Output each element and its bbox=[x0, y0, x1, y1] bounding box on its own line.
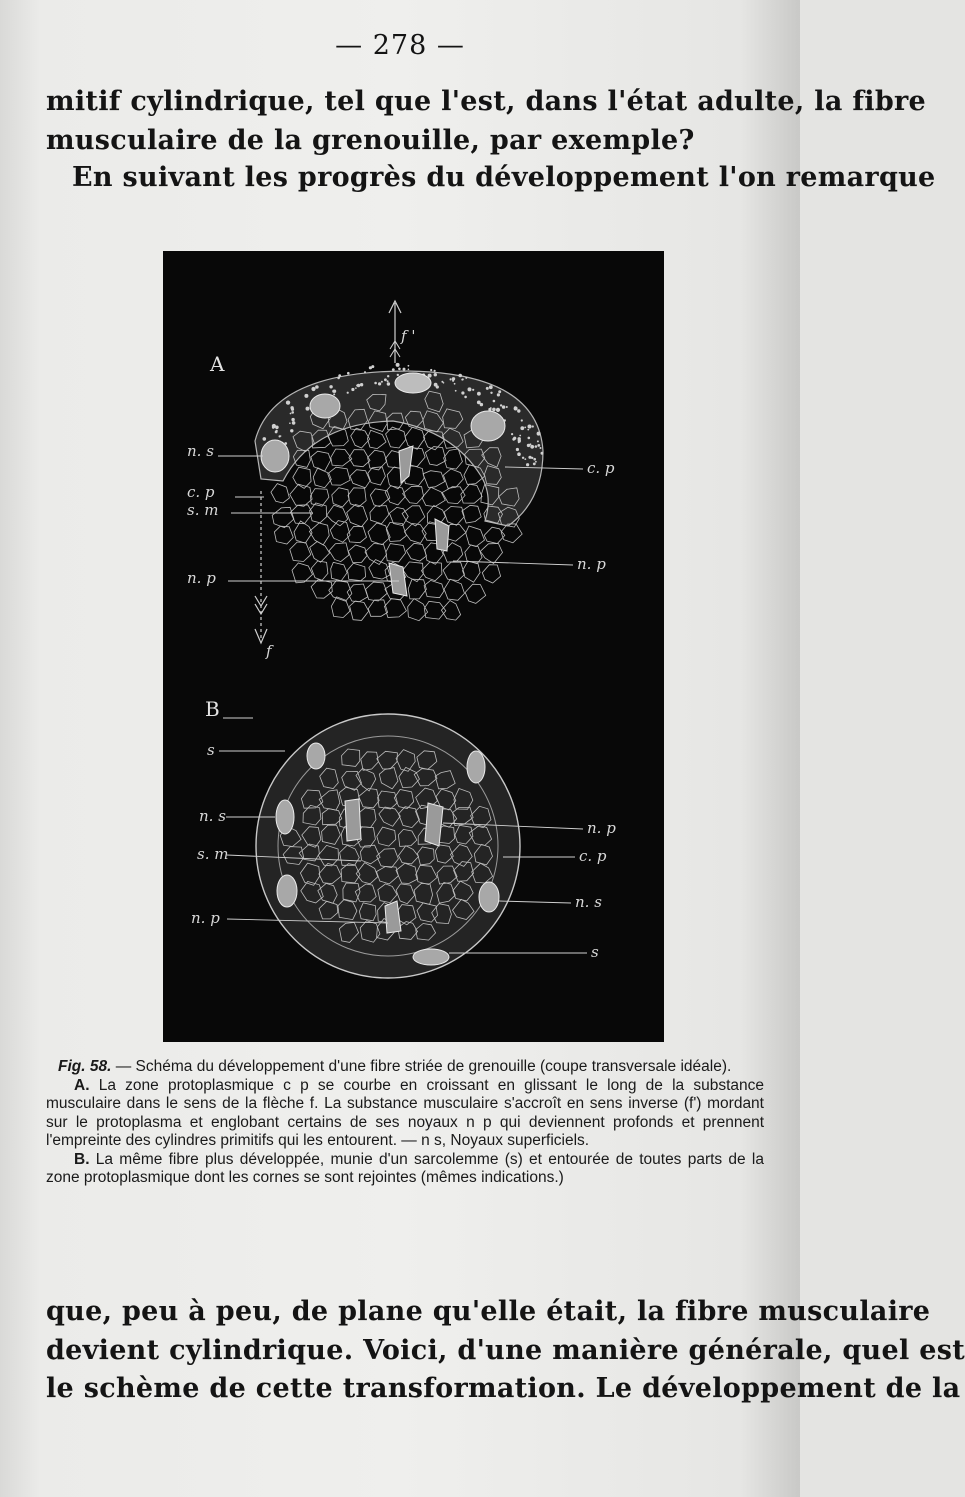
body-text-line: le schème de cette transformation. Le développement de la bbox=[46, 1373, 961, 1404]
superficial-nucleus bbox=[467, 751, 485, 783]
granule-dot bbox=[347, 372, 350, 375]
granule-dot bbox=[364, 371, 366, 373]
granule-dot bbox=[408, 365, 410, 367]
granule-dot bbox=[493, 400, 496, 403]
fibril-cell bbox=[331, 562, 347, 581]
superficial-nucleus bbox=[479, 882, 499, 912]
granule-dot bbox=[347, 392, 349, 394]
granule-dot bbox=[275, 426, 279, 430]
granule-dot bbox=[329, 385, 332, 388]
granule-dot bbox=[290, 406, 293, 409]
fibril-cell bbox=[386, 427, 406, 448]
arrow-up-label: f ' bbox=[401, 327, 416, 345]
granule-dot bbox=[533, 463, 536, 466]
fibril-cell bbox=[332, 488, 349, 507]
fibril-cell bbox=[290, 542, 311, 562]
granule-dot bbox=[468, 387, 472, 391]
fibril-cell bbox=[350, 470, 370, 488]
fibril-cell bbox=[330, 521, 350, 543]
fibril-cell bbox=[290, 484, 312, 506]
granule-dot bbox=[381, 381, 383, 383]
granule-dot bbox=[355, 387, 357, 389]
fibril-cell bbox=[349, 450, 370, 467]
granule-dot bbox=[537, 440, 539, 442]
fibril-cell bbox=[329, 543, 349, 562]
fibril-cell bbox=[422, 487, 445, 506]
fibril-cell bbox=[480, 544, 502, 564]
fibril-cell bbox=[350, 601, 369, 620]
granule-dot bbox=[527, 429, 529, 431]
granule-dot bbox=[378, 382, 381, 385]
granule-dot bbox=[506, 406, 508, 408]
granule-dot bbox=[403, 368, 406, 371]
caption-part-b bbox=[46, 1151, 764, 1188]
fibril-cell bbox=[331, 597, 350, 618]
granule-dot bbox=[521, 419, 523, 421]
granule-dot bbox=[306, 407, 310, 411]
fibril-cell bbox=[386, 544, 406, 562]
granule-dot bbox=[489, 385, 493, 389]
label-a-np-right: n. p bbox=[577, 555, 606, 573]
superficial-nucleus bbox=[471, 411, 505, 441]
granule-dot bbox=[387, 380, 389, 382]
granule-dot bbox=[290, 429, 293, 432]
fibril-cell bbox=[422, 562, 442, 581]
fibril-cell bbox=[313, 468, 331, 488]
granule-dot bbox=[304, 394, 308, 398]
fibril-cell bbox=[442, 487, 465, 504]
superficial-nucleus bbox=[310, 394, 340, 418]
granule-dot bbox=[291, 418, 294, 421]
deep-nucleus bbox=[399, 446, 413, 483]
superficial-nucleus bbox=[276, 800, 294, 834]
granule-dot bbox=[464, 396, 467, 399]
fibril-cell bbox=[465, 545, 482, 564]
label-b-np-right: n. p bbox=[587, 819, 616, 837]
granule-dot bbox=[430, 369, 432, 371]
granule-dot bbox=[496, 408, 500, 412]
fibril-cell bbox=[424, 601, 446, 619]
granule-dot bbox=[272, 426, 275, 429]
fibril-cell bbox=[272, 507, 294, 527]
granule-dot bbox=[434, 373, 437, 376]
granule-dot bbox=[517, 409, 520, 412]
fibril-cell bbox=[351, 428, 370, 448]
fibril-cell bbox=[366, 582, 388, 601]
superficial-nucleus bbox=[395, 373, 431, 393]
fibril-cell bbox=[327, 505, 348, 526]
arrow-down-label: f bbox=[266, 642, 272, 660]
page-number: — 278 — bbox=[335, 30, 465, 61]
label-a-np-left: n. p bbox=[187, 569, 216, 587]
fibril-cell bbox=[484, 527, 505, 543]
granule-dot bbox=[513, 437, 516, 440]
granule-dot bbox=[490, 392, 492, 394]
granule-dot bbox=[532, 425, 534, 427]
granule-dot bbox=[492, 408, 496, 412]
granule-dot bbox=[531, 457, 533, 459]
granule-dot bbox=[408, 369, 410, 371]
fibril-cell bbox=[462, 505, 481, 523]
granule-dot bbox=[384, 378, 387, 381]
granule-dot bbox=[292, 421, 296, 425]
granule-dot bbox=[490, 407, 492, 409]
body-text-line: musculaire de la grenouille, par exemple? bbox=[46, 125, 695, 156]
granule-dot bbox=[351, 388, 354, 391]
granule-dot bbox=[360, 383, 363, 386]
superficial-nucleus bbox=[277, 875, 297, 907]
fibril-cell bbox=[403, 487, 424, 504]
label-a-sm: s. m bbox=[187, 501, 219, 519]
fibril-cell bbox=[441, 601, 460, 621]
panel-a bbox=[187, 301, 615, 660]
label-b-ns-right: n. s bbox=[575, 893, 602, 911]
granule-dot bbox=[502, 405, 505, 408]
granule-dot bbox=[397, 374, 399, 376]
granule-dot bbox=[528, 437, 531, 440]
granule-dot bbox=[518, 439, 521, 442]
label-b-np-left: n. p bbox=[191, 909, 220, 927]
granule-dot bbox=[517, 452, 521, 456]
granule-dot bbox=[311, 387, 315, 391]
caption-a-text: La zone protoplasmique c p se courbe en croissant en glissant le long de la substance musculaire dans le sens de la flèche f. La substance musculaire s'accroît en sens inverse (f') mordant sur le protoplasma et englobant certains de ses noyaux n p qui deviennent profonds et prennent l'empreinte des cylindres primitifs qui les entourent. — n s, Noyaux superficiels. bbox=[46, 1076, 764, 1149]
granule-dot bbox=[472, 389, 474, 391]
fibril-cell bbox=[406, 543, 426, 561]
label-b-sm: s. m bbox=[197, 845, 229, 863]
granule-dot bbox=[398, 368, 401, 371]
granule-dot bbox=[333, 393, 335, 395]
granule-dot bbox=[516, 448, 519, 451]
caption-b-letter: B. bbox=[74, 1150, 90, 1168]
granule-dot bbox=[520, 426, 524, 430]
panel-a-label: A bbox=[210, 352, 225, 376]
fibril-cell bbox=[403, 562, 423, 582]
superficial-nucleus bbox=[413, 949, 449, 965]
caption-title bbox=[46, 1058, 764, 1077]
granule-dot bbox=[387, 375, 389, 377]
fibril-cell bbox=[370, 489, 389, 507]
body-text-line: que, peu à peu, de plane qu'elle était, la fibre musculaire bbox=[46, 1296, 931, 1327]
body-text-line: mitif cylindrique, tel que l'est, dans l'état adulte, la fibre bbox=[46, 86, 927, 117]
granule-dot bbox=[289, 422, 291, 424]
fibril-cell bbox=[466, 526, 485, 547]
granule-dot bbox=[396, 363, 400, 367]
fibril-cell bbox=[385, 599, 407, 618]
label-b-ns-left: n. s bbox=[199, 807, 226, 825]
granule-dot bbox=[263, 437, 267, 441]
figure-58-illustration bbox=[163, 251, 664, 1042]
granule-dot bbox=[374, 382, 377, 385]
fibril-cell bbox=[348, 488, 366, 507]
granule-dot bbox=[524, 427, 526, 429]
granule-dot bbox=[537, 444, 540, 447]
fibril-cell bbox=[274, 526, 293, 544]
granule-dot bbox=[452, 380, 454, 382]
fibril-cell bbox=[311, 561, 328, 580]
fibril-cell bbox=[443, 562, 464, 581]
fibril-cell bbox=[365, 544, 387, 565]
fibril-cell bbox=[311, 451, 331, 471]
fibril-cell bbox=[328, 467, 350, 485]
granule-dot bbox=[486, 387, 489, 390]
granule-dot bbox=[465, 377, 467, 379]
fibril-cell bbox=[444, 507, 464, 526]
granule-dot bbox=[498, 390, 501, 393]
fibril-cell bbox=[408, 579, 426, 599]
deep-nucleus bbox=[345, 799, 361, 841]
granule-dot bbox=[535, 445, 538, 448]
granule-dot bbox=[477, 392, 481, 396]
label-a-cp-right: c. p bbox=[587, 459, 615, 477]
granule-dot bbox=[458, 374, 462, 378]
fibril-cell bbox=[311, 580, 332, 599]
body-text-line: devient cylindrique. Voici, d'une manière générale, quel est bbox=[46, 1335, 965, 1366]
fibril-cell bbox=[444, 449, 463, 469]
fibril-cell bbox=[385, 486, 405, 505]
label-b-s-left: s bbox=[207, 741, 215, 759]
granule-dot bbox=[519, 435, 521, 437]
granule-dot bbox=[286, 401, 289, 404]
fibril-cell bbox=[271, 484, 290, 503]
granule-dot bbox=[524, 458, 526, 460]
granule-dot bbox=[291, 411, 294, 414]
granule-dot bbox=[450, 378, 452, 380]
fibril-cell bbox=[424, 580, 444, 597]
granule-dot bbox=[356, 385, 358, 387]
granule-dot bbox=[454, 383, 456, 385]
superficial-nucleus bbox=[307, 743, 325, 769]
label-b-s-right: s bbox=[591, 943, 599, 961]
fibril-cell bbox=[291, 505, 313, 524]
granule-dot bbox=[434, 370, 436, 372]
granule-dot bbox=[443, 382, 445, 384]
granule-dot bbox=[528, 425, 532, 429]
granule-dot bbox=[369, 366, 372, 369]
caption-b-text: La même fibre plus développée, munie d'un sarcolemme (s) et entourée de toutes parts de la zone protoplasmique dont les cornes se sont rejointes (mêmes indications.) bbox=[46, 1150, 764, 1186]
granule-dot bbox=[275, 430, 277, 432]
fibril-cell bbox=[310, 542, 330, 563]
granule-dot bbox=[290, 413, 292, 415]
granule-dot bbox=[514, 407, 518, 411]
granule-dot bbox=[535, 461, 537, 463]
superficial-nucleus bbox=[261, 440, 289, 472]
caption-a-letter: A. bbox=[74, 1076, 90, 1094]
granule-dot bbox=[529, 443, 531, 445]
fibril-cell bbox=[309, 523, 329, 545]
fibril-cell bbox=[482, 565, 500, 583]
granule-dot bbox=[537, 432, 541, 436]
caption-title-text: — Schéma du développement d'une fibre striée de grenouille (coupe transversale idéale). bbox=[115, 1058, 732, 1075]
granule-dot bbox=[280, 435, 282, 437]
granule-dot bbox=[477, 401, 481, 405]
fibril-cell bbox=[348, 545, 367, 563]
granule-dot bbox=[541, 452, 544, 455]
granule-dot bbox=[533, 458, 536, 461]
granule-dot bbox=[387, 382, 390, 385]
granule-dot bbox=[511, 433, 513, 435]
granule-dot bbox=[522, 457, 524, 459]
fibril-cell bbox=[423, 471, 445, 488]
granule-dot bbox=[338, 374, 341, 377]
granule-dot bbox=[461, 391, 464, 394]
fibril-cell bbox=[463, 561, 481, 582]
fibril-cell bbox=[370, 506, 389, 524]
figure-caption bbox=[46, 1058, 764, 1188]
fibril-cell bbox=[368, 523, 390, 545]
granule-dot bbox=[530, 445, 534, 449]
label-a-cp-left: c. p bbox=[187, 483, 215, 501]
granule-dot bbox=[526, 463, 529, 466]
granule-dot bbox=[332, 390, 335, 393]
label-a-ns: n. s bbox=[187, 442, 214, 460]
granule-dot bbox=[436, 385, 439, 388]
granule-dot bbox=[315, 385, 319, 389]
panel-b bbox=[191, 697, 616, 978]
fibril-cell bbox=[443, 469, 463, 488]
fibril-cell bbox=[444, 579, 464, 600]
fiber-cross-section-drawing bbox=[163, 251, 664, 1042]
deep-nucleus bbox=[435, 519, 449, 551]
panel-b-label: B bbox=[205, 697, 220, 721]
fibril-cell bbox=[310, 489, 329, 507]
granule-dot bbox=[497, 393, 500, 396]
fibril-cell bbox=[405, 427, 425, 449]
fibril-cell bbox=[347, 504, 368, 526]
granule-dot bbox=[540, 447, 542, 449]
body-text-line: En suivant les progrès du développement l'on remarque bbox=[72, 162, 936, 193]
fibril-cell bbox=[367, 430, 386, 448]
caption-figure-label: Fig. 58. bbox=[58, 1058, 112, 1075]
granule-dot bbox=[462, 378, 464, 380]
fibril-cell bbox=[402, 506, 425, 526]
granule-dot bbox=[392, 368, 395, 371]
fibril-cell bbox=[348, 563, 366, 580]
caption-part-a bbox=[46, 1077, 764, 1151]
label-b-cp-right: c. p bbox=[579, 847, 607, 865]
fibril-cell bbox=[465, 584, 486, 603]
fibril-cell bbox=[347, 584, 368, 602]
granule-dot bbox=[455, 390, 457, 392]
fibril-cell bbox=[292, 563, 313, 583]
granule-dot bbox=[500, 404, 502, 406]
